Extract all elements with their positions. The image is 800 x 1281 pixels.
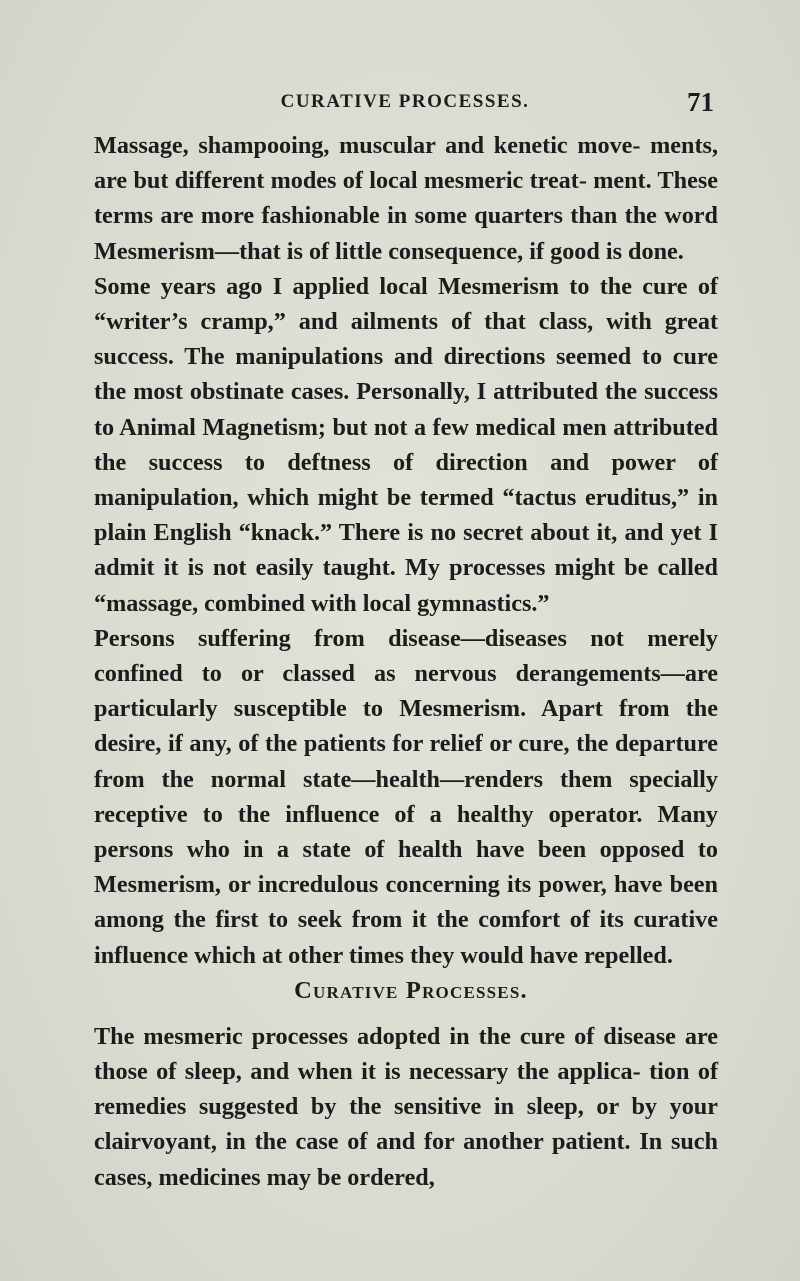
paragraph-persons-suffering: Persons suffering from disease—diseases not merely confined to or classed as nervous derangements—are particularly susceptible to Mesmerism. Apart from the desire, if any, of the patients for relief or cure, the departure from the normal state—health—renders them specially receptive to the influence of a healthy operator. Many persons who in a state of health have been opposed to Mesmerism, or incredulous concerning its power, have been among the first to seek from it the comfort of its curative influence which at other times they would have repelled.: [94, 624, 718, 969]
section-heading: Curative Processes.: [294, 976, 528, 1004]
paragraph-massage: Massage, shampooing, muscular and kenetic move- ments, are but different modes of local mesmeric treat- ment. These terms are more fashionable in some quarters than the word Mesmerism—that is of little consequence, if good is done.: [94, 132, 718, 265]
paragraph-mesmeric-processes: The mesmeric processes adopted in the cure of disease are those of sleep, and when it is necessary the applica- tion of remedies suggested by the sensitive in sleep, or by your clairvoyant, in the case of and for another patient. In such cases, medicines may be ordered,: [94, 1022, 718, 1191]
running-title: CURATIVE PROCESSES.: [280, 91, 530, 112]
paragraph-writers-cramp: Some years ago I applied local Mesmerism to the cure of “writer’s cramp,” and ailments of that class, with great success. The manipulations and directions seemed to cure the most obstinate cases. Personally, I attributed the success to Animal Magnetism; but not a few medical men attributed the success to deftness of direction and power of manipulation, which might be termed “tactus eruditus,” in plain English “knack.” There is no secret about it, and yet I admit it is not easily taught. My processes might be called “massage, combined with local gymnastics.”: [94, 272, 718, 617]
page-number: 71: [687, 87, 714, 117]
running-head: [96, 87, 714, 121]
body-text: [94, 128, 718, 1195]
